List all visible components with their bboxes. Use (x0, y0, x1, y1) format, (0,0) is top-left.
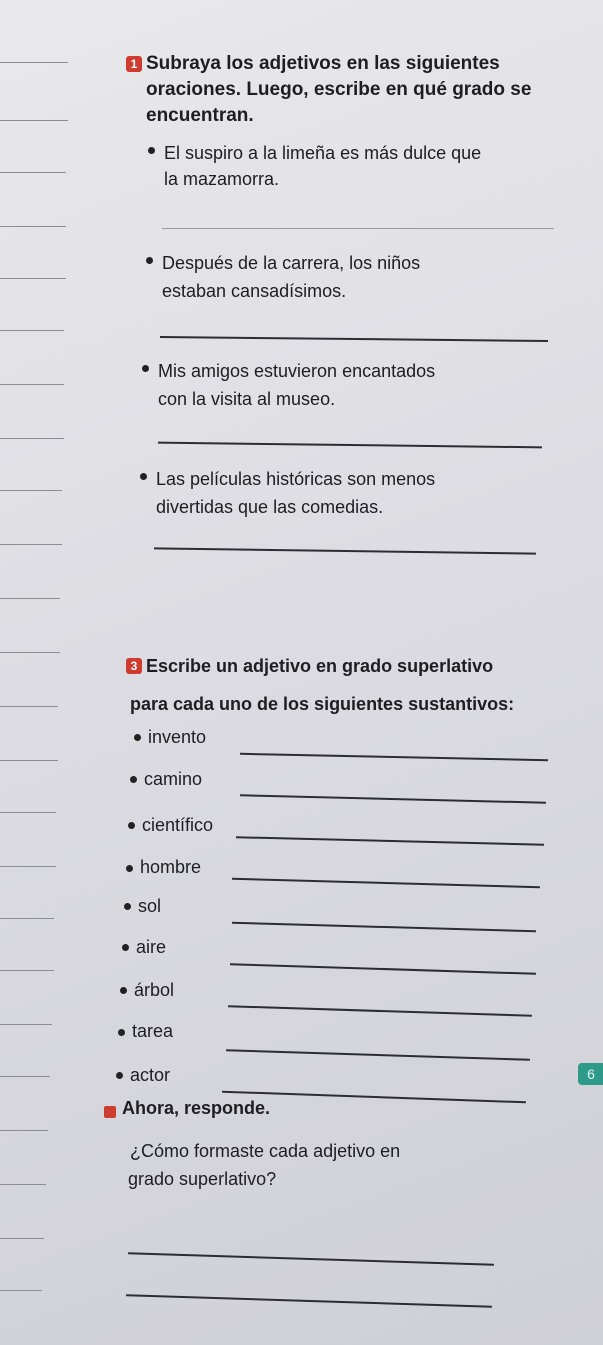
answer-line[interactable] (240, 794, 546, 803)
bullet-icon (142, 365, 149, 372)
noun-label: árbol (134, 980, 175, 1000)
noun-label: aire (136, 937, 167, 957)
noun-label: camino (144, 769, 203, 789)
answer-line[interactable] (128, 1252, 494, 1265)
noun-label: sol (138, 896, 162, 916)
answer-line[interactable] (232, 922, 536, 932)
exercise-title-line-1: Escribe un adjetivo en grado superlativo (146, 656, 494, 676)
bullet-icon (122, 944, 129, 951)
page-number-tab: 6 (578, 1063, 603, 1085)
bullet-icon (134, 734, 141, 741)
answer-line[interactable] (232, 878, 540, 889)
answer-line[interactable] (160, 336, 548, 342)
exercise-title-line-1: Subraya los adjetivos en las siguientes (146, 53, 500, 74)
answer-line[interactable] (158, 442, 542, 449)
sentence-line-2: la mazamorra. (164, 169, 280, 189)
bullet-icon (128, 822, 135, 829)
sentence-line-1: Mis amigos estuvieron encantados (158, 361, 436, 381)
answer-line[interactable] (236, 836, 544, 846)
section-marker-icon (104, 1106, 116, 1118)
bullet-icon (124, 903, 131, 910)
noun-label: tarea (132, 1021, 174, 1041)
bullet-icon (146, 257, 153, 264)
exercise-title-line-2: oraciones. Luego, escribe en qué grado se (146, 79, 532, 100)
answer-line[interactable] (126, 1294, 492, 1307)
noun-label: hombre (140, 857, 202, 877)
answer-line[interactable] (240, 753, 548, 761)
sentence-line-2: con la visita al museo. (158, 389, 336, 409)
bullet-icon (126, 865, 133, 872)
bullet-icon (120, 987, 127, 994)
follow-up-question-line-2: grado superlativo? (128, 1169, 277, 1189)
follow-up-question-line-1: ¿Cómo formaste cada adjetivo en (130, 1141, 401, 1161)
answer-line[interactable] (154, 547, 536, 554)
bullet-icon (140, 473, 147, 480)
bullet-icon (148, 147, 155, 154)
exercise-title-line-2: para cada uno de los siguientes sustantivos: (130, 694, 515, 714)
sentence-line-1: Las películas históricas son menos (156, 469, 436, 489)
answer-line[interactable] (162, 228, 554, 229)
sentence-line-1: El suspiro a la limeña es más dulce que (164, 143, 482, 163)
sentence-line-1: Después de la carrera, los niños (162, 253, 421, 273)
exercise-number-badge: 3 (126, 658, 142, 674)
sentence-line-2: estaban cansadísimos. (162, 281, 347, 301)
answer-line[interactable] (230, 963, 536, 975)
follow-up-heading: Ahora, responde. (122, 1098, 271, 1118)
answer-line[interactable] (226, 1049, 530, 1061)
answer-line[interactable] (228, 1005, 532, 1017)
sentence-line-2: divertidas que las comedias. (156, 497, 384, 517)
bullet-icon (118, 1029, 125, 1036)
noun-label: invento (148, 727, 207, 747)
exercise-number-badge: 1 (126, 56, 142, 72)
noun-label: actor (130, 1065, 171, 1085)
bullet-icon (130, 776, 137, 783)
exercise-title-line-3: encuentran. (146, 105, 254, 126)
noun-label: científico (142, 815, 214, 835)
bullet-icon (116, 1072, 123, 1079)
